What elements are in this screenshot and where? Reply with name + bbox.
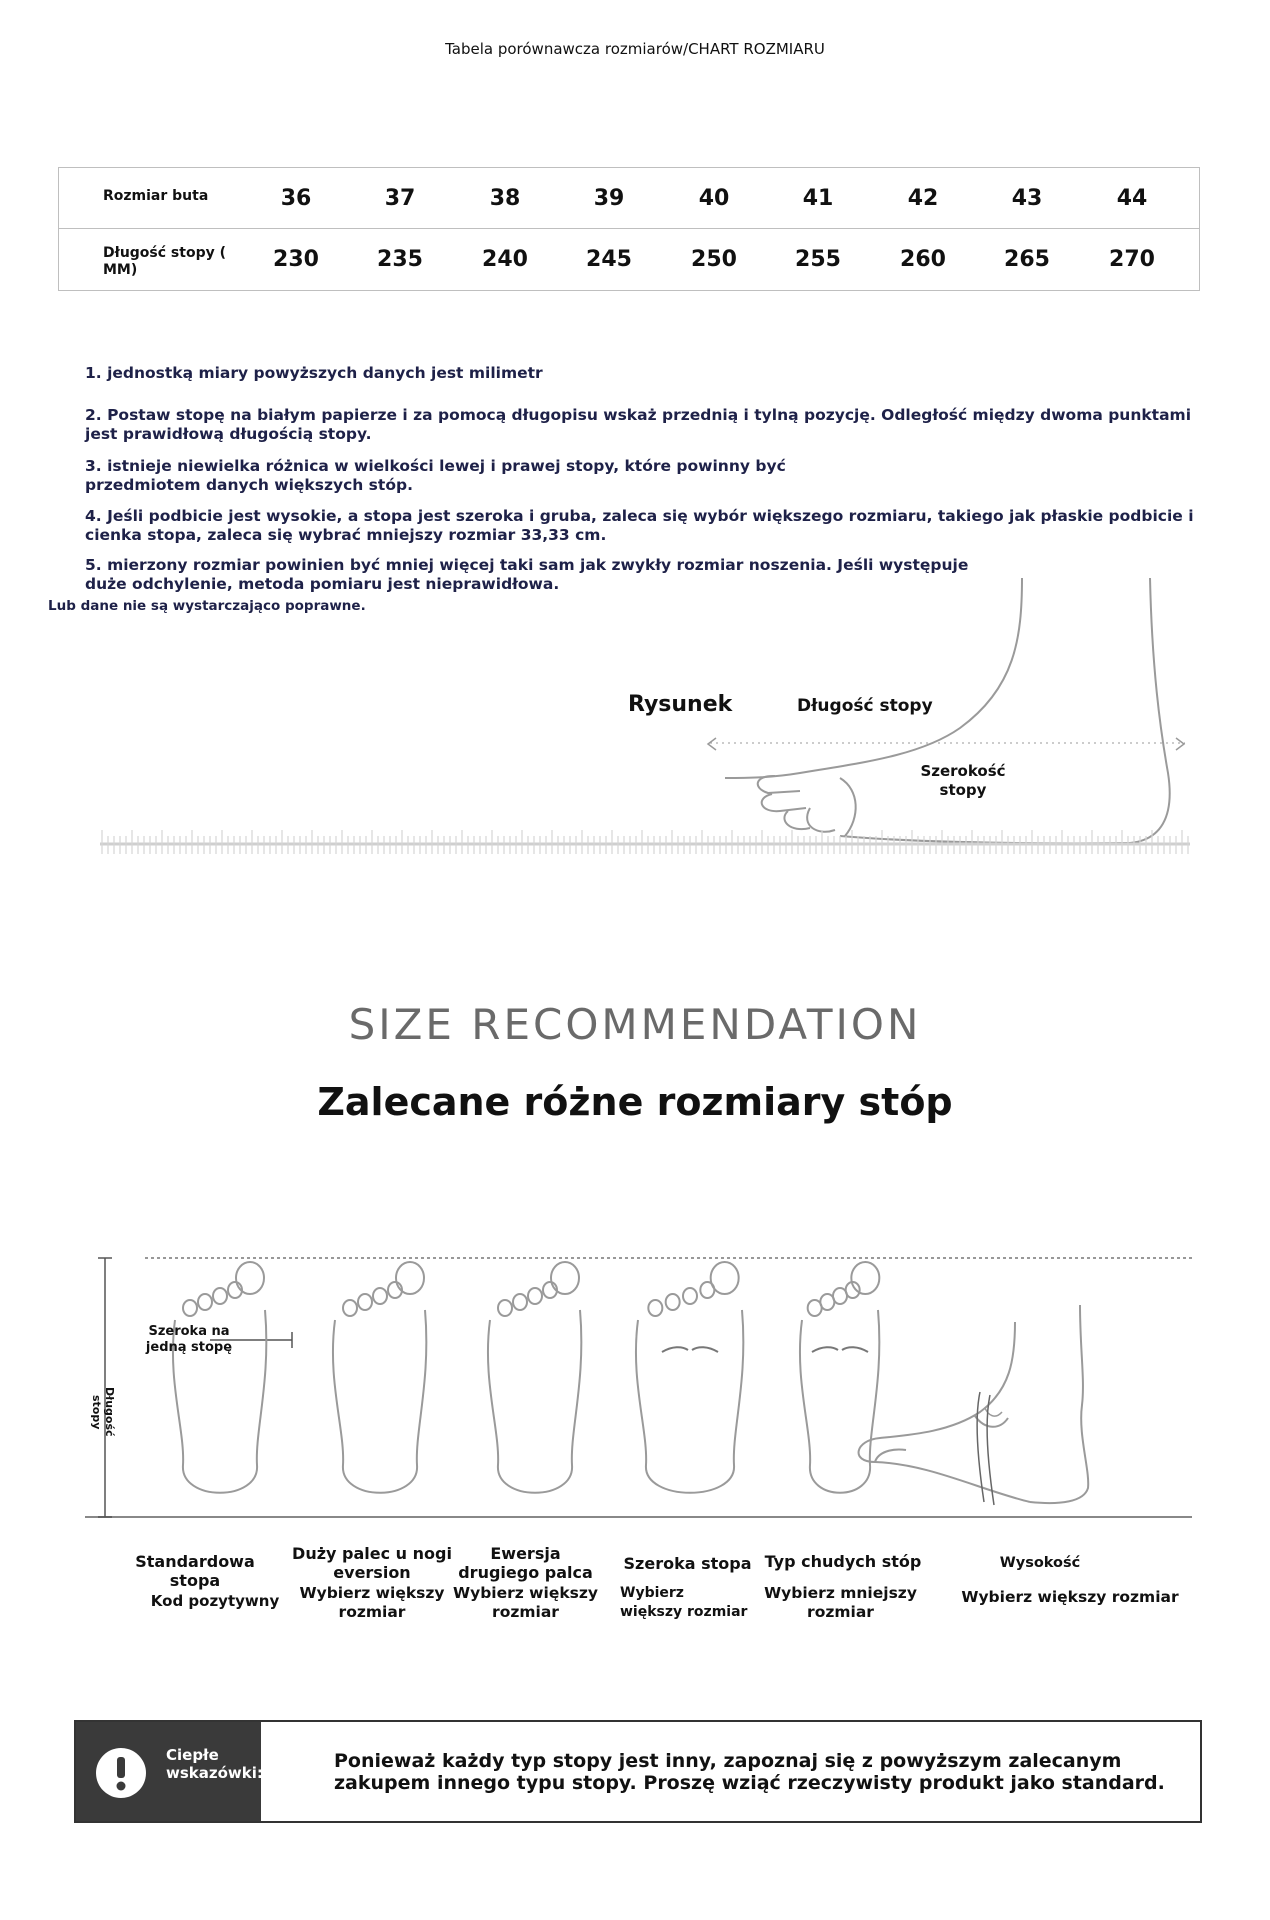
toe-outline — [343, 1300, 357, 1316]
toe-outline — [498, 1300, 512, 1316]
foot-type-recommendation: Wybierz większy rozmiar — [453, 1584, 598, 1621]
big-toe-outline — [396, 1262, 424, 1294]
note-1: 1. jednostką miary powyższych danych jest milimetr — [85, 364, 543, 382]
table-cell: 38 — [489, 186, 521, 211]
note-2: 2. Postaw stopę na białym papierze i za pomocą długopisu wskaż przednią i tylną pozycję. Odległość między dwoma punktami jest prawidłową długością stopy. — [85, 406, 1192, 443]
toe-outline — [358, 1294, 372, 1310]
table-row-sizes — [59, 168, 1199, 229]
toe-outline — [683, 1288, 697, 1304]
foot-length-label: Długość stopy — [797, 696, 933, 716]
toe-outline — [183, 1300, 197, 1316]
width-annotation: Szeroka na jedną stopę — [145, 1324, 233, 1355]
tips-label: Ciepłe wskazówki: — [166, 1746, 263, 1782]
table-row-lengths — [59, 229, 1199, 289]
foot-type-recommendation: Wybierz większy rozmiar — [961, 1588, 1179, 1606]
tips-text: Ponieważ każdy typ stopy jest inny, zapoznaj się z powyższym zalecanym zakupem innego typu stopy. Proszę wziąć rzeczywisty produkt jako standard. — [334, 1750, 1165, 1794]
foot-type-recommendation: Wybierz większy rozmiar — [299, 1584, 445, 1621]
table-cell: 235 — [377, 247, 423, 272]
toe-outline — [648, 1300, 662, 1316]
foot-type-name: Ewersja drugiego palca — [458, 1544, 593, 1582]
figure-label: Rysunek — [628, 692, 733, 717]
table-cell: 230 — [273, 247, 319, 272]
big-toe-outline — [236, 1262, 264, 1294]
tips-box — [74, 1720, 1202, 1823]
big-toe-outline — [551, 1262, 579, 1294]
toe-outline — [666, 1294, 680, 1310]
foot-type-name: Szeroka stopa — [623, 1554, 752, 1573]
toe-outline — [373, 1288, 387, 1304]
tips-header — [76, 1722, 261, 1821]
table-cell: 44 — [1116, 186, 1148, 211]
foot-type-name: Standardowa stopa — [135, 1552, 255, 1590]
toe-outline — [213, 1288, 227, 1304]
table-cell: 37 — [384, 186, 416, 211]
table-cell: 41 — [802, 186, 834, 211]
table-cell: 240 — [482, 247, 528, 272]
recommendation-subtitle: Zalecane różne rozmiary stóp — [317, 1080, 953, 1124]
foot-type-name: Wysokość — [999, 1555, 1081, 1571]
note-extra: Lub dane nie są wystarczająco poprawne. — [48, 598, 366, 614]
big-toe-outline — [851, 1262, 879, 1294]
row-label-foot-length: Długość stopy ( MM) — [103, 245, 226, 278]
foot-type-name: Typ chudych stóp — [764, 1552, 922, 1571]
foot-type-recommendation: Wybierz mniejszy rozmiar — [764, 1584, 917, 1621]
size-chart-table — [58, 167, 1200, 291]
foot-type-name: Duży palec u nogi eversion — [292, 1544, 452, 1582]
foot-type-recommendation: Kod pozytywny — [150, 1592, 280, 1610]
toe-outline — [528, 1288, 542, 1304]
note-4: 4. Jeśli podbicie jest wysokie, a stopa jest szeroka i gruba, zaleca się wybór większego rozmiaru, takiego jak płaskie podbicie i cienka stopa, zaleca się wybrać mniejszy rozmiar 33,33 cm. — [85, 507, 1194, 544]
foot-type-recommendation: Wybierz większy rozmiar — [620, 1585, 748, 1620]
foot-width-label: Szerokość stopy — [920, 762, 1006, 799]
foot-outline — [636, 1310, 743, 1493]
table-cell: 270 — [1109, 247, 1155, 272]
foot-outline — [333, 1310, 426, 1493]
foot-outline — [488, 1310, 581, 1493]
big-toe-outline — [711, 1262, 739, 1294]
table-cell: 43 — [1011, 186, 1043, 211]
table-cell: 255 — [795, 247, 841, 272]
table-cell: 250 — [691, 247, 737, 272]
toe-outline — [513, 1294, 527, 1310]
row-label-shoe-size: Rozmiar buta — [103, 188, 209, 204]
width-arrow — [662, 1347, 718, 1352]
table-cell: 245 — [586, 247, 632, 272]
foot-outline — [800, 1310, 879, 1493]
table-cell: 42 — [907, 186, 939, 211]
table-cell: 265 — [1004, 247, 1050, 272]
length-annotation: Długość stopy — [90, 1387, 116, 1437]
toe-outline — [198, 1294, 212, 1310]
table-cell: 39 — [593, 186, 625, 211]
table-cell: 260 — [900, 247, 946, 272]
exclamation-icon — [96, 1748, 146, 1798]
table-cell: 36 — [280, 186, 312, 211]
foot-types-illustration — [80, 1240, 1200, 1530]
width-arrow — [812, 1347, 868, 1352]
note-5: 5. mierzony rozmiar powinien być mniej więcej taki sam jak zwykły rozmiar noszenia. Jeśli występuje duże odchylenie, metoda pomiaru jest nieprawidłowa. — [85, 556, 969, 593]
page-title: Tabela porównawcza rozmiarów/CHART ROZMIARU — [445, 40, 825, 58]
recommendation-title: SIZE RECOMMENDATION — [348, 1000, 922, 1049]
table-cell: 40 — [698, 186, 730, 211]
foot-measure-illustration — [100, 578, 1200, 868]
note-3: 3. istnieje niewielka różnica w wielkości lewej i prawej stopy, które powinny być przedmiotem danych większych stóp. — [85, 457, 786, 494]
